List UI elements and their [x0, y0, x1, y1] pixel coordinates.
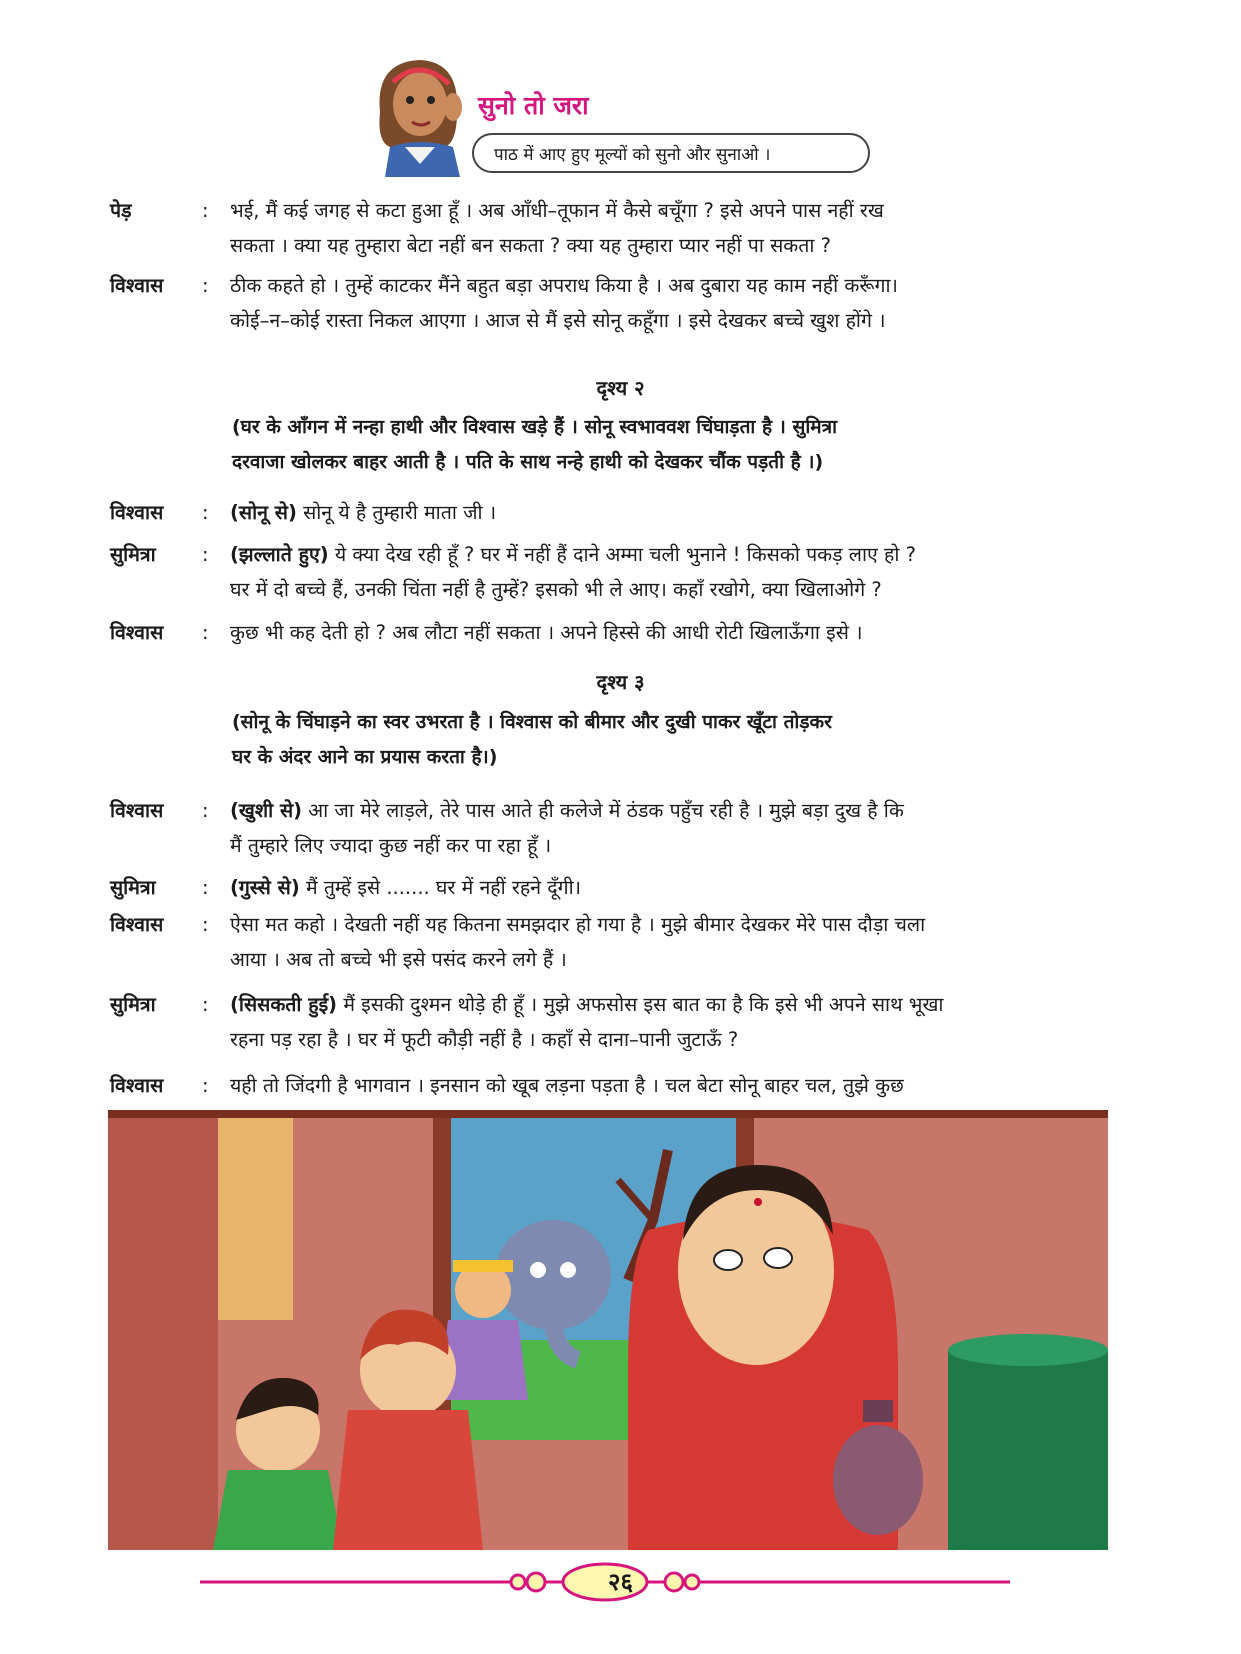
dialogue-line: मैं तुम्हारे लिए ज्यादा कुछ नहीं कर पा रहा हूँ ।: [230, 834, 552, 857]
dialogue-line: मैं तुम्हें इसे ....... घर में नहीं रहने दूँगी।: [305, 876, 582, 899]
dialogue-line: कोई–न–कोई रास्ता निकल आएगा । आज से मैं इसे सोनू कहूँगा । इसे देखकर बच्चे खुश होंगे ।: [230, 309, 886, 332]
dialogue-line: ये क्या देख रही हूँ ? घर में नहीं हैं दाने अम्मा चली भुनाने ! किसको पकड़ लाए हो ?: [334, 543, 916, 566]
dialogue-line: भई, मैं कई जगह से कटा हुआ हूँ । अब आँधी–तूफान में कैसे बचूँगा ? इसे अपने पास नहीं रख: [230, 199, 884, 222]
stage-cue: (झल्लाते हुए): [230, 543, 329, 566]
story-illustration: [108, 1110, 1108, 1550]
girl-listening-icon: [365, 52, 470, 177]
speaker-name: सुमित्रा: [110, 993, 156, 1016]
speaker-name: विश्वास: [110, 1074, 164, 1097]
dialogue-line: आ जा मेरे लाड़ले, तेरे पास आते ही कलेजे में ठंडक पहुँच रही है । मुझे बड़ा दुख है कि: [308, 799, 904, 822]
dialogue-line: सोनू ये है तुम्हारी माता जी ।: [303, 501, 497, 524]
dialogue-line: ठीक कहते हो । तुम्हें काटकर मैंने बहुत बड़ा अपराध किया है । अब दुबारा यह काम नहीं करूँगा।: [230, 274, 898, 297]
speaker-name: विश्वास: [110, 621, 164, 644]
speaker-name: सुमित्रा: [110, 876, 156, 899]
dialogue-line: यही तो जिंदगी है भागवान । इनसान को खूब लड़ना पड़ता है । चल बेटा सोनू बाहर चल, तुझे कुछ: [230, 1074, 904, 1097]
section-title: सुनो तो जरा: [478, 91, 589, 120]
dialogue-line: मैं इसकी दुश्मन थोड़े ही हूँ । मुझे अफसोस इस बात का है कि इसे भी अपने साथ भूखा: [343, 993, 944, 1016]
instruction-box: पाठ में आए हुए मूल्यों को सुनो और सुनाओ ।: [472, 133, 870, 173]
dialogue-line: आया । अब तो बच्चे भी इसे पसंद करने लगे हैं ।: [230, 948, 567, 971]
stage-direction: (सोनू के चिंघाड़ने का स्वर उभरता है । विश्वास को बीमार और दुखी पाकर खूँटा तोड़कर घर के अंदर आने का प्रयास करता है।): [232, 711, 832, 768]
stage-cue: (सोनू से): [230, 501, 297, 524]
scene-title: दृश्य २: [596, 376, 645, 400]
speaker-name: विश्वास: [110, 913, 164, 936]
stage-direction: (घर के आँगन में नन्हा हाथी और विश्वास खड़े हैं । सोनू स्वभाववश चिंघाड़ता है । सुमित्रा दरवाजा खोलकर बाहर आती है । पति के साथ नन्हे हाथी को देखकर चौंक पड़ती है ।): [232, 416, 838, 473]
dialogue-line: घर में दो बच्चे हैं, उनकी चिंता नहीं है तुम्हें? इसको भी ले आए। कहाँ रखोगे, क्या खिलाओगे ?: [230, 578, 882, 601]
page-number: २६: [608, 1568, 633, 1596]
dialogue-line: कुछ भी कह देती हो ? अब लौटा नहीं सकता । अपने हिस्से की आधी रोटी खिलाऊँगा इसे ।: [230, 621, 863, 644]
speaker-name: पेड़: [110, 199, 132, 222]
dialogue-line: रहना पड़ रहा है । घर में फूटी कौड़ी नहीं है । कहाँ से दाना–पानी जुटाऊँ ?: [230, 1028, 739, 1051]
stage-cue: (सिसकती हुई): [230, 993, 338, 1016]
stage-cue: (गुस्से से): [230, 876, 300, 899]
speaker-name: विश्वास: [110, 501, 164, 524]
speaker-name: विश्वास: [110, 274, 164, 297]
dialogue-line: ऐसा मत कहो । देखती नहीं यह कितना समझदार हो गया है । मुझे बीमार देखकर मेरे पास दौड़ा चला: [230, 913, 926, 936]
scene-title: दृश्य ३: [596, 670, 645, 694]
stage-cue: (खुशी से): [230, 799, 303, 822]
dialogue-line: सकता । क्या यह तुम्हारा बेटा नहीं बन सकता ? क्या यह तुम्हारा प्यार नहीं पा सकता ?: [230, 234, 831, 257]
speaker-name: सुमित्रा: [110, 543, 156, 566]
speaker-name: विश्वास: [110, 799, 164, 822]
